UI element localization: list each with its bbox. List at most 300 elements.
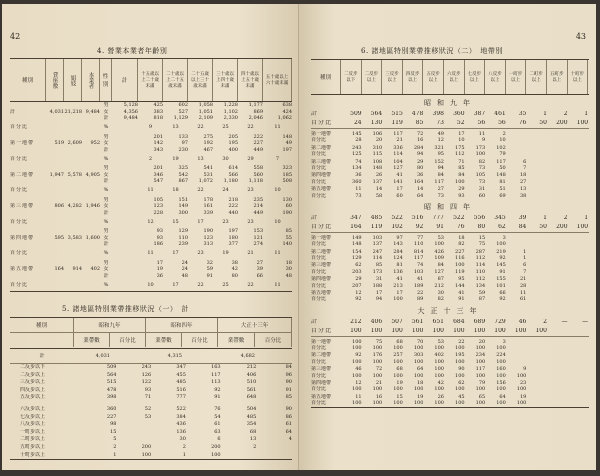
table1-cell: 180: [228, 234, 238, 241]
table3-header-cell: 二反步以下: [341, 60, 362, 94]
table1-cell: 百分比: [10, 155, 29, 162]
table1-cell: 4,905: [85, 171, 100, 178]
table3-cell: 117: [434, 178, 444, 185]
table3-cell: 175: [455, 144, 465, 151]
table3-cell: 145: [352, 130, 362, 137]
table2-cell: 4: [288, 436, 292, 443]
table2-cell: 648: [246, 394, 257, 401]
table2-subheader-cell: 業帶數: [218, 333, 255, 347]
table3-cell: 21: [375, 380, 383, 387]
table3-cell: 52: [456, 120, 465, 127]
table3-cell: 100: [496, 386, 506, 393]
table3-cell: 49: [437, 130, 444, 137]
table3-cell: 65: [478, 394, 486, 401]
table3-cell: 82: [437, 296, 444, 303]
table2-cell: 516: [176, 386, 186, 393]
table2-row: [10, 414, 292, 422]
table3-cell: 73: [478, 164, 486, 171]
table3-cell: 82: [478, 158, 486, 165]
table3-cell: 117: [393, 130, 403, 137]
table3-cell: 第五地帶: [311, 186, 332, 193]
table2: [10, 317, 292, 460]
table3-cell: 173: [372, 268, 383, 275]
table1-cell: 女: [103, 203, 109, 209]
table3-row: [311, 345, 589, 351]
table1-cell: 1,228: [223, 102, 238, 108]
table3-body: [311, 95, 589, 407]
table3-cell: 23: [519, 380, 527, 387]
table3-cell: 212: [350, 319, 362, 325]
table3-cell: 80: [417, 164, 424, 171]
table3-cell: 95: [458, 276, 465, 283]
table1-cell: 計: [103, 178, 109, 184]
table3-cell: 564: [370, 111, 383, 118]
table3-cell: 100: [393, 400, 403, 407]
table2-subheader-cell: 業帶數: [146, 333, 182, 347]
table3-cell: 50: [539, 120, 547, 127]
table1-cell: 566: [228, 171, 238, 178]
table1-cell: 560: [253, 171, 263, 178]
table3-cell: 第三地帶: [311, 366, 332, 373]
table1-cell: 97: [181, 140, 188, 146]
table1-cell: 17: [172, 250, 179, 257]
table2-row: [10, 421, 292, 429]
table3-cell: 100: [455, 344, 465, 351]
table1-header-cell: 二十歲以上二十五歲未滿: [163, 59, 188, 101]
table3-cell: 100: [455, 262, 465, 269]
table3-cell: 46: [518, 319, 527, 325]
table3-cell: 195: [455, 352, 465, 359]
table3-cell: 100: [432, 328, 444, 334]
table2-cell: 71: [144, 394, 152, 401]
table1-cell: 11: [147, 250, 154, 257]
table1-cell: 1,129: [173, 115, 188, 121]
table1-cell: 66: [256, 272, 263, 279]
table1-header-cell: 四十歲以上五十歲未滿: [238, 59, 263, 101]
table1-cell: 24: [222, 187, 229, 194]
table1-body: [10, 102, 292, 291]
table2-cell: 509: [106, 364, 117, 370]
table3-cell: 百分比: [311, 400, 327, 407]
table3-cell: 93: [458, 192, 465, 199]
table1-cell: 百分比: [10, 124, 29, 131]
table3-cell: 100: [455, 178, 465, 185]
table3-cell: 6: [523, 262, 527, 269]
table3-cell: 27: [437, 186, 444, 193]
table2-cell: 二反步以上: [20, 371, 46, 378]
table3-row: [311, 387, 589, 393]
table3-cell: 56: [477, 120, 486, 127]
table3-cell: 100: [352, 386, 362, 393]
table3-cell: 百分比: [311, 178, 327, 185]
table1-cell: 153: [253, 228, 263, 234]
table1: [10, 58, 292, 292]
table1-cell: 30: [285, 266, 292, 272]
table3-cell: 計: [311, 215, 319, 222]
table3-cell: 53: [437, 338, 444, 345]
table1-cell: 4,282: [67, 203, 82, 209]
table3-cell: 110: [475, 268, 486, 275]
table1-cell: 23: [247, 187, 254, 194]
table1-cell: 女: [103, 171, 109, 178]
table3-cell: 106: [372, 130, 383, 137]
table3-cell: 21: [396, 137, 403, 144]
table3-header-cell: 七反步以上: [465, 60, 486, 94]
table1-cell: 39: [256, 266, 263, 272]
table3-header: [311, 60, 589, 95]
table2-row: [10, 364, 292, 372]
table2-cell: 61: [285, 421, 292, 428]
table3-cell: 108: [372, 158, 383, 165]
table3-cell: 百分比: [311, 120, 333, 127]
table3-cell: 119: [455, 268, 465, 275]
table3-cell: 102: [496, 144, 506, 151]
table3-cell: 651: [432, 319, 444, 325]
table1-cell: 149: [178, 203, 188, 209]
table1-cell: 29: [247, 155, 254, 162]
table3-cell: 91: [499, 268, 506, 275]
table2-row: [10, 379, 292, 387]
table3-cell: 77: [417, 234, 424, 241]
table3-cell: 36: [355, 172, 362, 179]
table2-cell: 98: [110, 421, 117, 428]
table3-cell: 22: [458, 338, 465, 345]
table3-cell: 336: [393, 144, 403, 151]
table2-cell: [256, 452, 292, 460]
table3-cell: 92: [499, 254, 506, 261]
table3-cell: 79: [478, 380, 486, 387]
table3-cell: 第二地帶: [311, 352, 332, 359]
table1-cell: 計: [103, 209, 109, 216]
table3-cell: 1: [584, 111, 589, 118]
table3-cell: 10: [458, 137, 465, 144]
table1-cell: 614: [228, 165, 238, 171]
table1-cell: 818: [153, 115, 163, 121]
table3-cell: 100: [434, 358, 444, 365]
table3-cell: 100: [455, 358, 465, 365]
table3-cell: 92: [499, 296, 506, 303]
table1-header: [10, 59, 292, 102]
table2-cell: 七反步以上: [20, 413, 46, 420]
table1-cell: 178: [203, 196, 213, 203]
table1-cell: 2,330: [223, 115, 238, 121]
table1-cell: %: [103, 250, 109, 257]
table3-cell: 60: [396, 192, 403, 199]
table2-cell: 564: [106, 371, 117, 378]
table1-cell: 914: [72, 266, 82, 272]
table1-cell: 15: [172, 218, 179, 225]
table1-cell: 123: [203, 234, 213, 241]
table3-cell: 360: [352, 178, 362, 185]
table2-cell: 91: [285, 386, 292, 393]
table1-cell: 527: [178, 108, 188, 115]
table3-cell: 第三地帶: [311, 158, 332, 165]
table3-cell: 461: [494, 111, 506, 118]
table2-cell: 三反步以上: [20, 379, 46, 386]
table3-cell: 16: [375, 394, 383, 401]
table3-cell: 7: [523, 268, 527, 275]
table3-cell: 百分比: [311, 358, 327, 365]
table1-cell: 602: [178, 102, 188, 108]
table3-cell: 第四地帶: [311, 172, 332, 179]
table1-cell: 2,109: [198, 115, 213, 121]
table1-cell: 343: [153, 146, 163, 153]
table3-cell: 14: [417, 186, 424, 193]
table3-cell: 17: [458, 130, 465, 137]
table1-cell: 110: [178, 234, 188, 241]
table2-cell: 一町步以上: [20, 428, 46, 435]
table1-cell: 23: [197, 250, 204, 257]
table3-cell: 100: [434, 372, 444, 379]
table3-cell: 100: [455, 386, 465, 393]
table2-header: [10, 318, 292, 349]
table3-cell: 100: [496, 344, 506, 351]
table3-cell: 第一地帶: [311, 130, 332, 137]
table1-cell: 186: [153, 241, 163, 247]
table3-cell: 26: [437, 394, 444, 401]
table3-cell: 100: [455, 400, 465, 407]
table3-cell: 100: [516, 372, 527, 379]
table2-cell: 八反步以上: [20, 421, 46, 428]
table3-cell: 729: [494, 319, 506, 325]
table1-cell: 女: [103, 140, 109, 146]
table2-cell: 二町步以上: [20, 436, 46, 443]
table1-row: [10, 122, 292, 134]
table2-cell: 163: [211, 364, 221, 370]
table2-cell: 4,031: [95, 352, 110, 359]
table3-cell: 19: [417, 394, 424, 401]
table1-cell: 10: [147, 281, 154, 288]
table1-cell: 13: [172, 124, 179, 131]
table1-cell: 55: [285, 234, 292, 241]
table1-cell: 男: [103, 259, 109, 266]
table2-cell: 13: [249, 436, 257, 443]
table1-cell: 449: [253, 209, 263, 216]
table3-cell: 74: [417, 262, 424, 269]
table3-header-cell: 八反步以上: [485, 60, 506, 94]
table3-cell: 212: [434, 282, 444, 289]
table1-cell: 531: [203, 171, 213, 178]
table3-cell: 84: [518, 224, 527, 231]
table3-cell: 18: [519, 172, 527, 179]
table3-cell: 137: [372, 240, 383, 247]
table1-cell: 25: [222, 124, 229, 131]
table3-cell: 2: [563, 215, 568, 222]
table3-cell: 計: [311, 319, 319, 325]
table1-cell: 1,058: [198, 102, 213, 108]
table1-cell: 1,177: [248, 102, 263, 108]
table3-cell: 100: [393, 296, 403, 303]
table1-cell: 2: [148, 155, 153, 162]
table3-cell: 1: [543, 111, 547, 118]
table3-cell: 18: [458, 234, 465, 241]
table3-cell: 16: [417, 137, 424, 144]
table2-cell: 54: [214, 413, 221, 420]
table1-cell: 105: [153, 196, 163, 203]
table1-cell: 38: [231, 259, 238, 266]
table3-cell: 117: [413, 254, 424, 261]
table3-cell: —: [561, 319, 568, 325]
table1-cell: 2,609: [67, 140, 82, 146]
table3-cell: 17: [375, 290, 383, 297]
table3-cell: 73: [355, 192, 362, 199]
table3-cell: 20: [478, 338, 486, 345]
table3-cell: 515: [391, 111, 403, 118]
table3-cell: 80: [477, 224, 486, 231]
table2-header-cell: 昭和九年: [74, 318, 146, 333]
table2-row: [10, 394, 292, 402]
table1-header-cell: 十五歲以上二十歲未滿: [138, 59, 163, 101]
table2-row: [10, 452, 292, 460]
table3-cell: 100: [475, 344, 486, 351]
table3-cell: 64: [417, 192, 424, 199]
table1-cell: 91: [206, 272, 213, 279]
table2-cell: 6: [217, 436, 221, 443]
table1-cell: 60: [285, 203, 292, 209]
table3-cell: 100: [434, 240, 444, 247]
table1-cell: 123: [153, 203, 163, 209]
table1-header-cell: 性別: [100, 59, 112, 101]
table3-cell: 92: [355, 296, 362, 303]
table2-header-cell: 昭和四年: [146, 318, 218, 333]
table3-cell: 第五地帶: [311, 394, 332, 401]
table3-cell: 100: [434, 344, 444, 351]
table3-cell: 計: [311, 111, 319, 118]
table1-cell: 25: [222, 281, 229, 288]
table1-row: [10, 153, 292, 165]
table3-cell: 87: [478, 296, 486, 303]
table1-cell: 519: [54, 140, 64, 146]
table1-cell: 4,356: [123, 108, 138, 115]
table1-cell: 計: [10, 108, 17, 115]
table1-cell: 190: [282, 209, 292, 216]
table2-subheader: [10, 333, 292, 347]
table2-cell: 510: [246, 379, 257, 386]
table3-cell: 68: [396, 338, 403, 345]
table3-cell: 53: [437, 234, 444, 241]
table1-cell: 228: [153, 209, 163, 216]
table1-cell: 869: [253, 108, 263, 115]
table3-cell: 17: [396, 290, 403, 297]
table1-cell: 325: [178, 165, 188, 171]
table3-cell: 114: [393, 150, 403, 157]
table1-cell: 32: [206, 259, 213, 266]
table3-cell: 3: [502, 234, 506, 241]
table1-cell: 42: [231, 266, 238, 272]
table2-cell: 90: [285, 379, 292, 386]
table3-cell: 100: [352, 372, 362, 379]
table3-row: [311, 179, 589, 185]
table1-cell: 11: [274, 250, 281, 257]
table1-cell: 383: [153, 108, 163, 115]
table3-cell: 321: [434, 144, 444, 151]
table3-header-cell: 二反步以上: [362, 60, 383, 94]
table3-cell: 507: [391, 319, 403, 325]
table3-cell: 69: [499, 192, 506, 199]
table3-cell: 130: [370, 120, 383, 127]
table3-cell: 478: [411, 111, 424, 118]
table2-cell: 100: [141, 451, 152, 458]
table3-cell: 100: [514, 328, 527, 334]
table3-cell: 129: [352, 254, 362, 261]
table3-cell: 42: [437, 380, 444, 387]
table2-cell: 六反步以上: [20, 405, 46, 412]
table1-cell: 計: [103, 115, 109, 121]
table3-cell: 100: [494, 328, 506, 334]
table2-row: [10, 436, 292, 444]
table1-cell: 4,031: [49, 108, 64, 115]
table1-cell: 19: [156, 266, 163, 272]
table1-cell: 百分比: [10, 281, 29, 288]
table1-cell: 424: [282, 108, 292, 115]
table3-cell: 109: [434, 254, 444, 261]
table3-cell: 24: [353, 120, 362, 127]
table3-cell: 31: [478, 186, 486, 193]
table3-cell: 62: [498, 224, 506, 231]
table3-cell: 100: [496, 400, 506, 407]
table1-cell: 10: [274, 187, 281, 194]
left-page: [2, 4, 299, 470]
table2-cell: 52: [144, 405, 152, 412]
table3-cell: 200: [556, 120, 568, 127]
table2-cell: 485: [176, 379, 186, 386]
table3-cell: 百分比: [311, 268, 327, 275]
table3-cell: 6: [523, 158, 527, 165]
table3-cell: 310: [372, 144, 383, 151]
table2-cell: 4,315: [167, 352, 182, 359]
table3-cell: 207: [352, 282, 362, 289]
table1-cell: 23: [247, 218, 254, 225]
table1-cell: 女: [103, 266, 109, 272]
table3-cell: 百分比: [311, 192, 327, 199]
table3-cell: 75: [375, 338, 383, 345]
table3-cell: 30: [437, 290, 444, 297]
table3-cell: 41: [417, 276, 424, 283]
table3-cell: 64: [417, 366, 424, 373]
table1-cell: 205: [228, 133, 238, 140]
table1-cell: 129: [178, 228, 188, 234]
table3-cell: 50: [539, 224, 547, 231]
table2-cell: 64: [285, 428, 292, 435]
table1-header-cell: 本業者: [82, 59, 100, 101]
table3-cell: 284: [413, 144, 424, 151]
table2-cell: 398: [106, 394, 117, 401]
table3-cell: 114: [475, 262, 486, 269]
table3-cell: 100: [372, 358, 383, 365]
table1-cell: 201: [153, 133, 163, 140]
table3-cell: 100: [372, 386, 383, 393]
table3-cell: 114: [372, 254, 383, 261]
table3-cell: 76: [518, 120, 527, 127]
table3-cell: 173: [475, 144, 486, 151]
table3-cell: 85: [415, 120, 424, 127]
table3-cell: 10: [499, 137, 506, 144]
table3-cell: 73: [436, 120, 444, 127]
table2-cell: 15: [110, 428, 117, 435]
table1-cell: 151: [178, 196, 188, 203]
table1-cell: 9: [148, 124, 153, 131]
table3-cell: 100: [473, 328, 486, 334]
table3-cell: 426: [434, 248, 444, 255]
table3-cell: 11: [519, 290, 527, 297]
table3-cell: 100: [350, 328, 362, 334]
table2-header-cell: 種別: [10, 318, 74, 333]
table3-cell: 100: [475, 400, 486, 407]
table3-cell: 39: [518, 215, 527, 222]
table1-cell: 10: [274, 218, 281, 225]
table1-row: [10, 279, 292, 291]
table2-total-row: [10, 349, 292, 364]
